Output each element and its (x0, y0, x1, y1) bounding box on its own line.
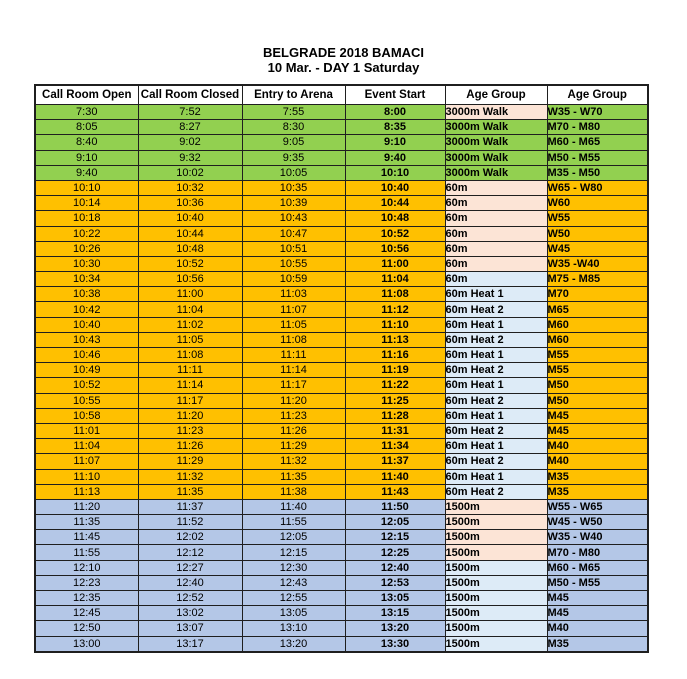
cell-event: 60m (445, 196, 547, 211)
cell-event: 60m Heat 1 (445, 317, 547, 332)
cell-call-room-open: 10:18 (35, 211, 138, 226)
cell-event-start: 11:04 (345, 272, 445, 287)
cell-event: 60m Heat 1 (445, 348, 547, 363)
cell-call-room-closed: 12:40 (138, 575, 242, 590)
cell-entry-to-arena: 11:03 (242, 287, 345, 302)
table-row (35, 408, 648, 423)
cell-call-room-open: 12:45 (35, 606, 138, 621)
table-row (35, 226, 648, 241)
cell-event: 60m (445, 272, 547, 287)
table-row (35, 196, 648, 211)
cell-event: 1500m (445, 515, 547, 530)
cell-event: 60m Heat 1 (445, 287, 547, 302)
table-row (35, 439, 648, 454)
cell-age-group: M45 (547, 606, 648, 621)
cell-event: 3000m Walk (445, 150, 547, 165)
cell-event: 1500m (445, 636, 547, 652)
table-row (35, 317, 648, 332)
cell-entry-to-arena: 12:15 (242, 545, 345, 560)
cell-event-start: 11:00 (345, 256, 445, 271)
cell-event-start: 11:25 (345, 393, 445, 408)
table-row (35, 256, 648, 271)
cell-call-room-closed: 11:05 (138, 332, 242, 347)
cell-age-group: M35 (547, 484, 648, 499)
cell-call-room-open: 10:46 (35, 348, 138, 363)
table-row (35, 591, 648, 606)
cell-age-group: W50 (547, 226, 648, 241)
cell-entry-to-arena: 10:39 (242, 196, 345, 211)
cell-event: 1500m (445, 499, 547, 514)
table-row (35, 332, 648, 347)
table-row (35, 105, 648, 120)
cell-entry-to-arena: 11:40 (242, 499, 345, 514)
table-row (35, 530, 648, 545)
cell-entry-to-arena: 11:07 (242, 302, 345, 317)
cell-event: 60m (445, 211, 547, 226)
cell-call-room-open: 13:00 (35, 636, 138, 652)
cell-call-room-open: 8:05 (35, 120, 138, 135)
cell-call-room-closed: 12:02 (138, 530, 242, 545)
table-row (35, 621, 648, 636)
cell-call-room-closed: 11:04 (138, 302, 242, 317)
page-header (0, 45, 687, 75)
cell-entry-to-arena: 13:05 (242, 606, 345, 621)
cell-call-room-open: 10:49 (35, 363, 138, 378)
cell-event-start: 12:05 (345, 515, 445, 530)
cell-event: 60m Heat 2 (445, 393, 547, 408)
column-header-call-room-closed: Call Room Closed (138, 85, 242, 105)
cell-call-room-closed: 11:26 (138, 439, 242, 454)
cell-entry-to-arena: 12:55 (242, 591, 345, 606)
cell-event: 60m Heat 2 (445, 302, 547, 317)
table-row (35, 302, 648, 317)
cell-entry-to-arena: 9:35 (242, 150, 345, 165)
cell-age-group: M45 (547, 423, 648, 438)
cell-call-room-open: 10:52 (35, 378, 138, 393)
cell-age-group: M55 (547, 348, 648, 363)
cell-event-start: 9:10 (345, 135, 445, 150)
cell-call-room-closed: 11:02 (138, 317, 242, 332)
cell-event-start: 12:40 (345, 560, 445, 575)
cell-age-group: W35 - W40 (547, 530, 648, 545)
cell-entry-to-arena: 10:35 (242, 180, 345, 195)
table-row (35, 515, 648, 530)
table-row (35, 272, 648, 287)
cell-call-room-closed: 11:20 (138, 408, 242, 423)
cell-call-room-closed: 11:37 (138, 499, 242, 514)
cell-event-start: 11:37 (345, 454, 445, 469)
cell-event: 60m Heat 1 (445, 439, 547, 454)
table-row (35, 211, 648, 226)
cell-entry-to-arena: 11:38 (242, 484, 345, 499)
cell-call-room-open: 12:10 (35, 560, 138, 575)
cell-age-group: M40 (547, 454, 648, 469)
cell-event-start: 10:40 (345, 180, 445, 195)
cell-call-room-open: 10:55 (35, 393, 138, 408)
table-row (35, 135, 648, 150)
cell-entry-to-arena: 11:14 (242, 363, 345, 378)
cell-entry-to-arena: 10:59 (242, 272, 345, 287)
cell-age-group: M60 - M65 (547, 560, 648, 575)
cell-call-room-closed: 10:40 (138, 211, 242, 226)
cell-event-start: 11:10 (345, 317, 445, 332)
header-row (35, 85, 648, 105)
cell-call-room-closed: 11:32 (138, 469, 242, 484)
cell-age-group: M45 (547, 408, 648, 423)
column-header-age-group: Age Group (547, 85, 648, 105)
cell-event: 3000m Walk (445, 105, 547, 120)
cell-entry-to-arena: 11:35 (242, 469, 345, 484)
cell-event: 1500m (445, 545, 547, 560)
cell-call-room-closed: 7:52 (138, 105, 242, 120)
cell-age-group: W35 - W70 (547, 105, 648, 120)
table-row (35, 287, 648, 302)
cell-event-start: 10:44 (345, 196, 445, 211)
cell-event-start: 11:19 (345, 363, 445, 378)
table-row (35, 165, 648, 180)
cell-entry-to-arena: 12:05 (242, 530, 345, 545)
cell-event-start: 12:15 (345, 530, 445, 545)
cell-age-group: M70 - M80 (547, 120, 648, 135)
cell-entry-to-arena: 13:10 (242, 621, 345, 636)
column-header-call-room-open: Call Room Open (35, 85, 138, 105)
cell-event: 1500m (445, 621, 547, 636)
cell-event: 60m Heat 1 (445, 408, 547, 423)
cell-call-room-open: 10:30 (35, 256, 138, 271)
cell-call-room-closed: 11:08 (138, 348, 242, 363)
cell-call-room-open: 10:34 (35, 272, 138, 287)
cell-event: 60m Heat 2 (445, 423, 547, 438)
table-row (35, 575, 648, 590)
cell-call-room-open: 10:40 (35, 317, 138, 332)
cell-age-group: M40 (547, 621, 648, 636)
table-row (35, 469, 648, 484)
cell-entry-to-arena: 10:47 (242, 226, 345, 241)
cell-call-room-closed: 13:07 (138, 621, 242, 636)
cell-event-start: 11:31 (345, 423, 445, 438)
cell-call-room-open: 11:35 (35, 515, 138, 530)
cell-event: 60m (445, 180, 547, 195)
cell-event: 1500m (445, 530, 547, 545)
column-header-age-group-event: Age Group (445, 85, 547, 105)
cell-event-start: 11:28 (345, 408, 445, 423)
cell-event: 1500m (445, 575, 547, 590)
cell-entry-to-arena: 11:05 (242, 317, 345, 332)
cell-event-start: 10:48 (345, 211, 445, 226)
table-row (35, 393, 648, 408)
table-row (35, 484, 648, 499)
cell-event: 1500m (445, 606, 547, 621)
cell-call-room-open: 12:35 (35, 591, 138, 606)
cell-event: 60m Heat 2 (445, 332, 547, 347)
cell-event-start: 11:16 (345, 348, 445, 363)
cell-call-room-open: 11:20 (35, 499, 138, 514)
cell-event: 60m Heat 2 (445, 363, 547, 378)
cell-age-group: M35 (547, 636, 648, 652)
cell-call-room-open: 9:40 (35, 165, 138, 180)
cell-event: 3000m Walk (445, 135, 547, 150)
cell-call-room-open: 11:55 (35, 545, 138, 560)
cell-call-room-closed: 12:52 (138, 591, 242, 606)
cell-age-group: M35 - M50 (547, 165, 648, 180)
cell-event-start: 11:08 (345, 287, 445, 302)
cell-call-room-closed: 10:02 (138, 165, 242, 180)
cell-entry-to-arena: 11:26 (242, 423, 345, 438)
cell-entry-to-arena: 11:11 (242, 348, 345, 363)
cell-entry-to-arena: 10:51 (242, 241, 345, 256)
cell-call-room-open: 12:23 (35, 575, 138, 590)
cell-call-room-open: 11:04 (35, 439, 138, 454)
cell-call-room-open: 10:10 (35, 180, 138, 195)
cell-event-start: 13:30 (345, 636, 445, 652)
cell-event: 1500m (445, 591, 547, 606)
table-row (35, 606, 648, 621)
cell-age-group: M50 (547, 393, 648, 408)
cell-call-room-closed: 9:02 (138, 135, 242, 150)
cell-call-room-closed: 10:32 (138, 180, 242, 195)
table-row (35, 120, 648, 135)
cell-event: 1500m (445, 560, 547, 575)
cell-entry-to-arena: 10:05 (242, 165, 345, 180)
cell-event: 3000m Walk (445, 120, 547, 135)
cell-event-start: 13:05 (345, 591, 445, 606)
cell-event-start: 10:52 (345, 226, 445, 241)
cell-entry-to-arena: 11:29 (242, 439, 345, 454)
schedule-table-body (35, 105, 648, 652)
table-row (35, 150, 648, 165)
cell-event: 3000m Walk (445, 165, 547, 180)
cell-event: 60m Heat 1 (445, 469, 547, 484)
cell-age-group: W35 -W40 (547, 256, 648, 271)
cell-call-room-open: 11:01 (35, 423, 138, 438)
cell-call-room-closed: 11:11 (138, 363, 242, 378)
cell-call-room-closed: 10:36 (138, 196, 242, 211)
cell-entry-to-arena: 13:20 (242, 636, 345, 652)
cell-call-room-closed: 13:17 (138, 636, 242, 652)
cell-call-room-closed: 11:00 (138, 287, 242, 302)
cell-event-start: 12:25 (345, 545, 445, 560)
table-row (35, 363, 648, 378)
cell-entry-to-arena: 11:23 (242, 408, 345, 423)
cell-age-group: W65 - W80 (547, 180, 648, 195)
cell-entry-to-arena: 9:05 (242, 135, 345, 150)
cell-event-start: 12:53 (345, 575, 445, 590)
cell-age-group: M35 (547, 469, 648, 484)
cell-event-start: 11:12 (345, 302, 445, 317)
cell-age-group: W45 - W50 (547, 515, 648, 530)
table-row (35, 560, 648, 575)
cell-entry-to-arena: 11:17 (242, 378, 345, 393)
cell-call-room-open: 10:14 (35, 196, 138, 211)
cell-age-group: M40 (547, 439, 648, 454)
cell-entry-to-arena: 11:55 (242, 515, 345, 530)
cell-event: 60m (445, 241, 547, 256)
cell-call-room-closed: 11:52 (138, 515, 242, 530)
cell-age-group: M50 (547, 378, 648, 393)
schedule-table (34, 84, 649, 653)
cell-call-room-closed: 11:23 (138, 423, 242, 438)
cell-age-group: W55 (547, 211, 648, 226)
cell-call-room-open: 10:38 (35, 287, 138, 302)
cell-call-room-closed: 11:17 (138, 393, 242, 408)
cell-event: 60m Heat 1 (445, 378, 547, 393)
table-row (35, 378, 648, 393)
cell-call-room-open: 7:30 (35, 105, 138, 120)
cell-call-room-closed: 11:14 (138, 378, 242, 393)
cell-entry-to-arena: 12:43 (242, 575, 345, 590)
cell-age-group: M65 (547, 302, 648, 317)
cell-call-room-closed: 12:27 (138, 560, 242, 575)
table-row (35, 241, 648, 256)
cell-call-room-closed: 9:32 (138, 150, 242, 165)
page-subtitle: 10 Mar. - DAY 1 Saturday (267, 60, 420, 75)
cell-call-room-open: 9:10 (35, 150, 138, 165)
cell-age-group: M60 (547, 317, 648, 332)
column-header-event-start: Event Start (345, 85, 445, 105)
cell-age-group: W45 (547, 241, 648, 256)
cell-call-room-closed: 8:27 (138, 120, 242, 135)
cell-entry-to-arena: 11:08 (242, 332, 345, 347)
cell-entry-to-arena: 8:30 (242, 120, 345, 135)
cell-call-room-closed: 10:48 (138, 241, 242, 256)
cell-call-room-open: 11:45 (35, 530, 138, 545)
cell-age-group: M50 - M55 (547, 150, 648, 165)
cell-call-room-open: 10:42 (35, 302, 138, 317)
cell-event-start: 8:35 (345, 120, 445, 135)
cell-age-group: M60 (547, 332, 648, 347)
cell-call-room-closed: 12:12 (138, 545, 242, 560)
cell-entry-to-arena: 11:20 (242, 393, 345, 408)
cell-call-room-open: 11:10 (35, 469, 138, 484)
cell-call-room-open: 10:58 (35, 408, 138, 423)
cell-event-start: 11:50 (345, 499, 445, 514)
cell-call-room-open: 12:50 (35, 621, 138, 636)
cell-call-room-open: 8:40 (35, 135, 138, 150)
cell-event-start: 13:20 (345, 621, 445, 636)
cell-age-group: M60 - M65 (547, 135, 648, 150)
cell-event-start: 11:43 (345, 484, 445, 499)
cell-event-start: 11:34 (345, 439, 445, 454)
cell-event-start: 10:56 (345, 241, 445, 256)
cell-entry-to-arena: 10:55 (242, 256, 345, 271)
page-title: BELGRADE 2018 BAMACI (262, 45, 425, 60)
cell-call-room-open: 10:22 (35, 226, 138, 241)
cell-entry-to-arena: 7:55 (242, 105, 345, 120)
cell-event-start: 13:15 (345, 606, 445, 621)
cell-age-group: M55 (547, 363, 648, 378)
cell-age-group: M75 - M85 (547, 272, 648, 287)
column-header-entry-to-arena: Entry to Arena (242, 85, 345, 105)
cell-age-group: W55 - W65 (547, 499, 648, 514)
cell-call-room-open: 11:07 (35, 454, 138, 469)
cell-event: 60m Heat 2 (445, 454, 547, 469)
cell-event-start: 11:13 (345, 332, 445, 347)
table-row (35, 636, 648, 652)
cell-age-group: W60 (547, 196, 648, 211)
cell-call-room-closed: 11:35 (138, 484, 242, 499)
cell-entry-to-arena: 12:30 (242, 560, 345, 575)
table-row (35, 454, 648, 469)
cell-call-room-closed: 11:29 (138, 454, 242, 469)
cell-event-start: 10:10 (345, 165, 445, 180)
cell-call-room-closed: 13:02 (138, 606, 242, 621)
cell-call-room-closed: 10:44 (138, 226, 242, 241)
table-row (35, 348, 648, 363)
table-row (35, 180, 648, 195)
cell-event: 60m (445, 226, 547, 241)
cell-age-group: M45 (547, 591, 648, 606)
cell-call-room-closed: 10:52 (138, 256, 242, 271)
table-row (35, 499, 648, 514)
cell-entry-to-arena: 10:43 (242, 211, 345, 226)
cell-age-group: M50 - M55 (547, 575, 648, 590)
cell-event-start: 11:22 (345, 378, 445, 393)
table-row (35, 545, 648, 560)
cell-call-room-open: 10:26 (35, 241, 138, 256)
cell-event: 60m (445, 256, 547, 271)
cell-event-start: 9:40 (345, 150, 445, 165)
cell-call-room-open: 10:43 (35, 332, 138, 347)
cell-event: 60m Heat 2 (445, 484, 547, 499)
cell-age-group: M70 (547, 287, 648, 302)
cell-event-start: 11:40 (345, 469, 445, 484)
cell-age-group: M70 - M80 (547, 545, 648, 560)
cell-event-start: 8:00 (345, 105, 445, 120)
table-row (35, 423, 648, 438)
cell-entry-to-arena: 11:32 (242, 454, 345, 469)
cell-call-room-closed: 10:56 (138, 272, 242, 287)
cell-call-room-open: 11:13 (35, 484, 138, 499)
